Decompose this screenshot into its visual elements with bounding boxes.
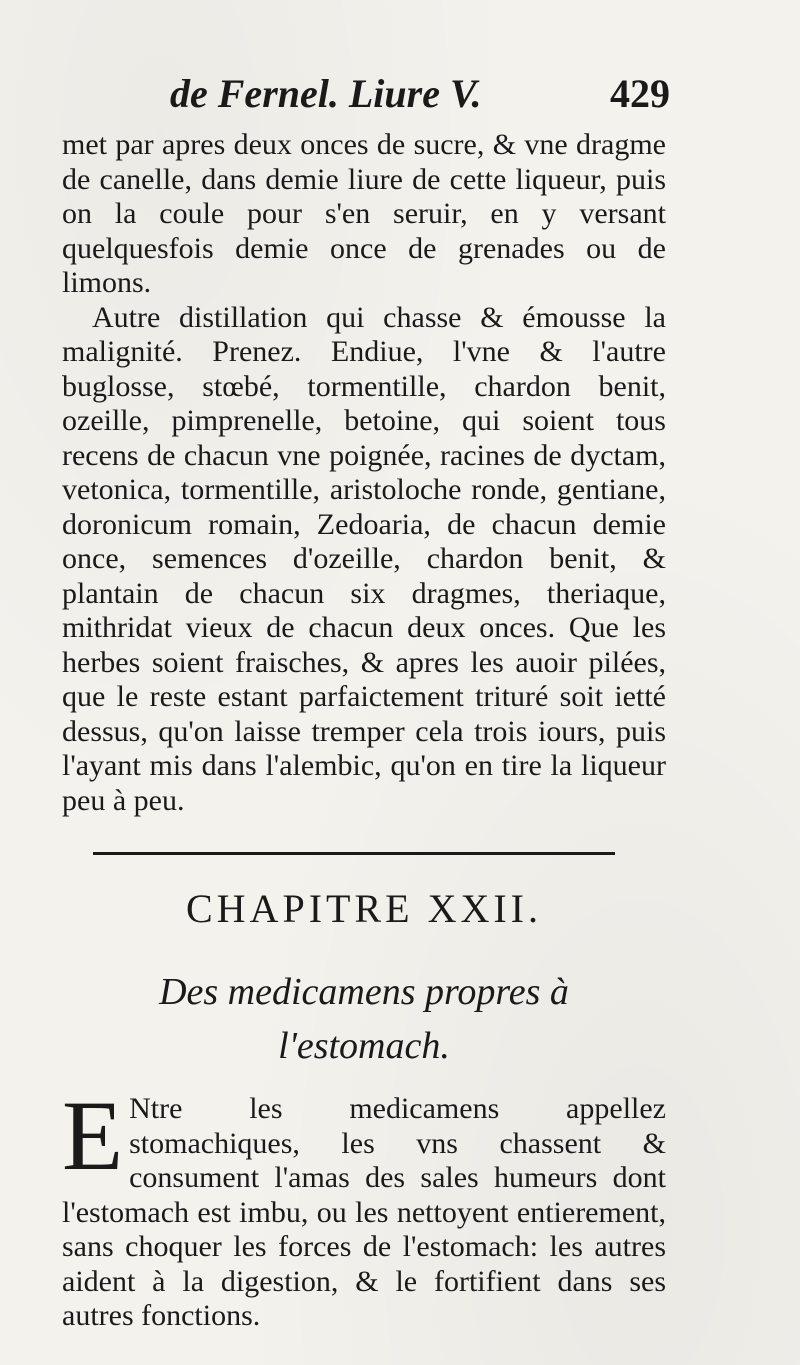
chapter-paragraph xyxy=(62,1080,666,1334)
subtitle-line-2: l'estomach. xyxy=(278,1025,450,1067)
chapter-paragraph-text: Ntre les medicamens appellez stomachiques, les vns chassent & consument l'amas des sales humeurs dont l'estomach est imbu, ou les nettoyent entierement, sans choquer les forces de l'estomach: les autres aident à la digestion, & le fortifient dans ses autres fonctions. xyxy=(62,1092,666,1332)
chapter-heading: CHAPITRE XXII. xyxy=(186,886,542,931)
page-number: 429 xyxy=(610,71,670,116)
subtitle-line-1: Des medicamens propres à xyxy=(159,971,569,1013)
paragraph-distillation: Autre distillation qui chasse & émousse la malignité. Prenez. Endiue, l'vne & l'autre buglosse, stœbé, tormentille, chardon benit, ozeille, pimprenelle, betoine, qui soient tous recens de chacun vne poignée, racines de dyctam, vetonica, tormentille, aristoloche ronde, gentiane, doronicum romain, Zedoaria, de chacun demie once, semences d'ozeille, chardon benit, & plantain de chacun six dragmes, theriaque, mithridat vieux de chacun deux onces. Que les herbes soient fraisches, & apres les auoir pilées, que le reste estant parfaictement trituré soit ietté dessus, qu'on laisse tremper cela trois iours, puis l'ayant mis dans l'alembic, qu'on en tire la liqueur peu à peu. xyxy=(62,300,666,817)
running-header xyxy=(170,70,670,120)
paragraph-continuation: met par apres deux onces de sucre, & vne dragme de canelle, dans demie liure de cette liqueur, puis on la coule pour s'en seruir, en y versant quelquesfois demie once de grenades ou de limons. xyxy=(62,128,666,299)
drop-cap: E xyxy=(62,1080,124,1191)
chapter-text xyxy=(62,1080,666,1334)
section-text xyxy=(62,128,666,818)
chapter-rule xyxy=(93,852,615,855)
chapter-subtitle xyxy=(62,965,666,1073)
running-title: de Fernel. Liure V. xyxy=(170,71,482,116)
